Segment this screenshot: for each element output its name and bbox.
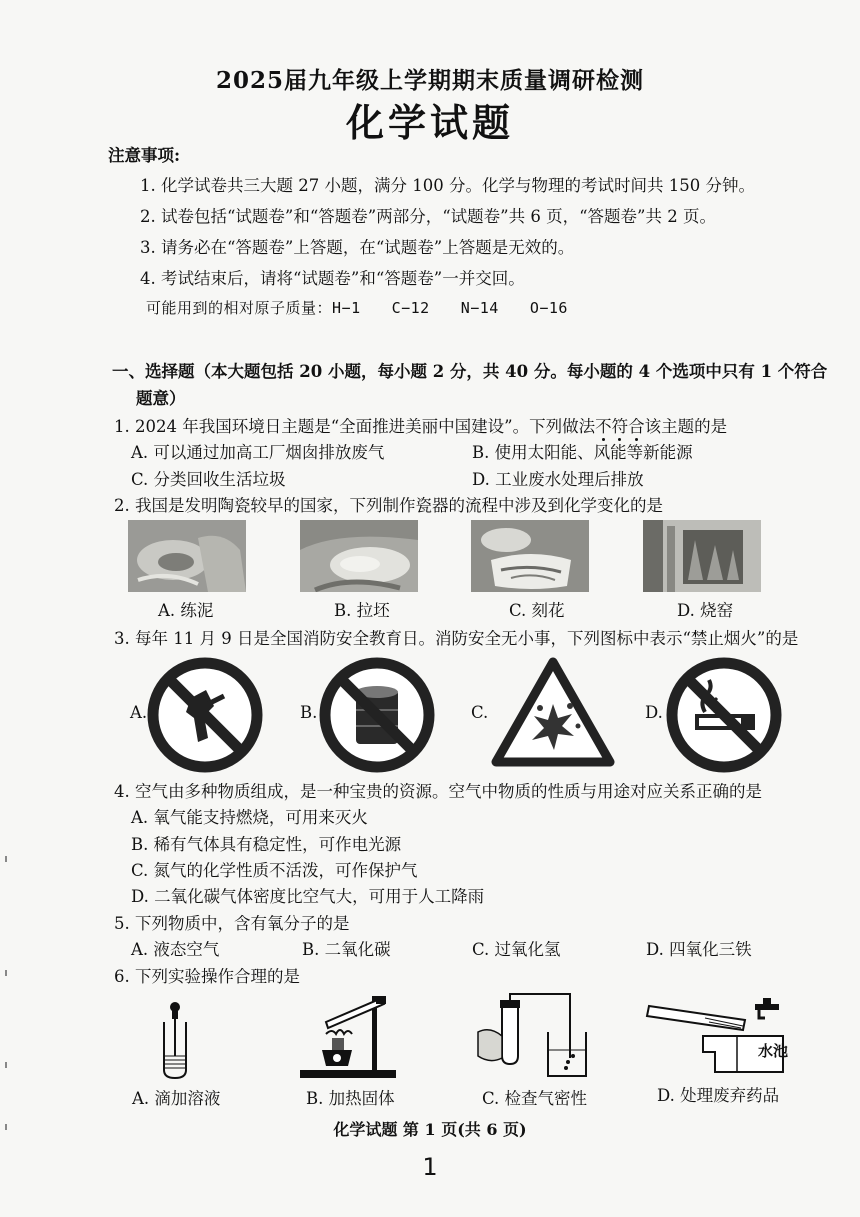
- q2-option-c: C. 刻花: [509, 601, 565, 620]
- q3-option-a-label: A.: [130, 703, 148, 722]
- atomic-masses: 可能用到的相对原子质量：H−1 C−12 N−14 O−16: [146, 299, 568, 317]
- airtightness-check-icon: [470, 992, 590, 1082]
- q4-option-a: A. 氧气能支持燃烧，可用来灭火: [131, 808, 368, 827]
- q4-option-b: B. 稀有气体具有稳定性，可作电光源: [131, 835, 402, 854]
- section1-heading-line2: 题意）: [136, 389, 186, 408]
- q2-stem: 2. 我国是发明陶瓷较早的国家，下列制作瓷器的流程中涉及到化学变化的是: [114, 496, 663, 515]
- q6-option-d: D. 处理废弃药品: [657, 1086, 780, 1105]
- no-flammable-storage-sign-icon: [318, 656, 436, 774]
- q2-option-b: B. 拉坯: [334, 601, 390, 620]
- sink-label: 水池: [758, 1042, 789, 1060]
- q3-option-d-label: D.: [645, 703, 663, 722]
- q2-option-a: A. 练泥: [158, 601, 214, 620]
- q1-emphasis: 不符合: [595, 417, 645, 436]
- q1-option-c: C. 分类回收生活垃圾: [131, 470, 286, 489]
- q2-photo-d: [643, 520, 761, 592]
- q5-option-c: C. 过氧化氢: [472, 940, 561, 959]
- page-footer: 化学试题 第 1 页(共 6 页): [333, 1120, 527, 1139]
- q2-photo-c: [471, 520, 589, 592]
- scan-mark: [5, 1062, 7, 1068]
- page-number: 1: [422, 1153, 438, 1181]
- q6-stem: 6. 下列实验操作合理的是: [114, 967, 300, 986]
- no-fueling-sign-icon: [146, 656, 264, 774]
- q6-option-b: B. 加热固体: [306, 1089, 395, 1108]
- scan-mark: [5, 970, 7, 976]
- no-smoking-sign-icon: [665, 656, 783, 774]
- dropper-test-tube-icon: [150, 1000, 200, 1080]
- section1-heading-line1: 一、选择题（本大题包括 20 小题，每小题 2 分，共 40 分。每小题的 4 个选项中只有 1 个符合: [112, 362, 828, 381]
- q1-option-d: D. 工业废水处理后排放: [472, 470, 644, 489]
- exam-title: 2025届九年级上学期期末质量调研检测: [215, 67, 644, 94]
- notes-heading: 注意事项:: [108, 146, 181, 165]
- q4-option-d: D. 二氧化碳气体密度比空气大，可用于人工降雨: [131, 887, 485, 906]
- subject-title: 化学试题: [345, 101, 514, 145]
- q2-photo-a: [128, 520, 246, 592]
- q4-stem: 4. 空气由多种物质组成，是一种宝贵的资源。空气中物质的性质与用途对应关系正确的是: [114, 782, 762, 801]
- q3-option-c-label: C.: [471, 703, 489, 722]
- q1-option-a: A. 可以通过加高工厂烟囱排放废气: [131, 443, 385, 462]
- note-item-2: 2. 试卷包括“试题卷”和“答题卷”两部分，“试题卷”共 6 页，“答题卷”共 2 页。: [140, 207, 716, 226]
- explosive-warning-sign-icon: [490, 656, 616, 768]
- heating-stand-icon: [296, 990, 406, 1080]
- q3-option-b-label: B.: [300, 703, 318, 722]
- note-item-4: 4. 考试结束后，请将“试题卷”和“答题卷”一并交回。: [140, 269, 525, 288]
- q5-stem: 5. 下列物质中，含有氧分子的是: [114, 914, 350, 933]
- scan-mark: [5, 856, 7, 862]
- q1-stem: 1. 2024 年我国环境日主题是“全面推进美丽中国建设”。下列做法不符合该主题的是: [114, 417, 728, 436]
- note-item-3: 3. 请务必在“答题卷”上答题，在“试题卷”上答题是无效的。: [140, 238, 575, 257]
- q5-option-d: D. 四氧化三铁: [646, 940, 752, 959]
- q6-option-a: A. 滴加溶液: [132, 1089, 221, 1108]
- scan-mark: [5, 1124, 7, 1130]
- q2-photo-b: [300, 520, 418, 592]
- q2-option-d: D. 烧窑: [677, 601, 734, 620]
- q5-option-b: B. 二氧化碳: [302, 940, 391, 959]
- q5-option-a: A. 液态空气: [131, 940, 220, 959]
- q1-option-b: B. 使用太阳能、风能等新能源: [472, 443, 693, 462]
- q6-option-c: C. 检查气密性: [482, 1089, 588, 1108]
- sink-disposal-icon: [645, 996, 785, 1076]
- q3-stem: 3. 每年 11 月 9 日是全国消防安全教育日。消防安全无小事，下列图标中表示“禁止烟火”的是: [114, 629, 799, 648]
- q4-option-c: C. 氮气的化学性质不活泼，可作保护气: [131, 861, 418, 880]
- note-item-1: 1. 化学试卷共三大题 27 小题，满分 100 分。化学与物理的考试时间共 150 分钟。: [140, 176, 755, 195]
